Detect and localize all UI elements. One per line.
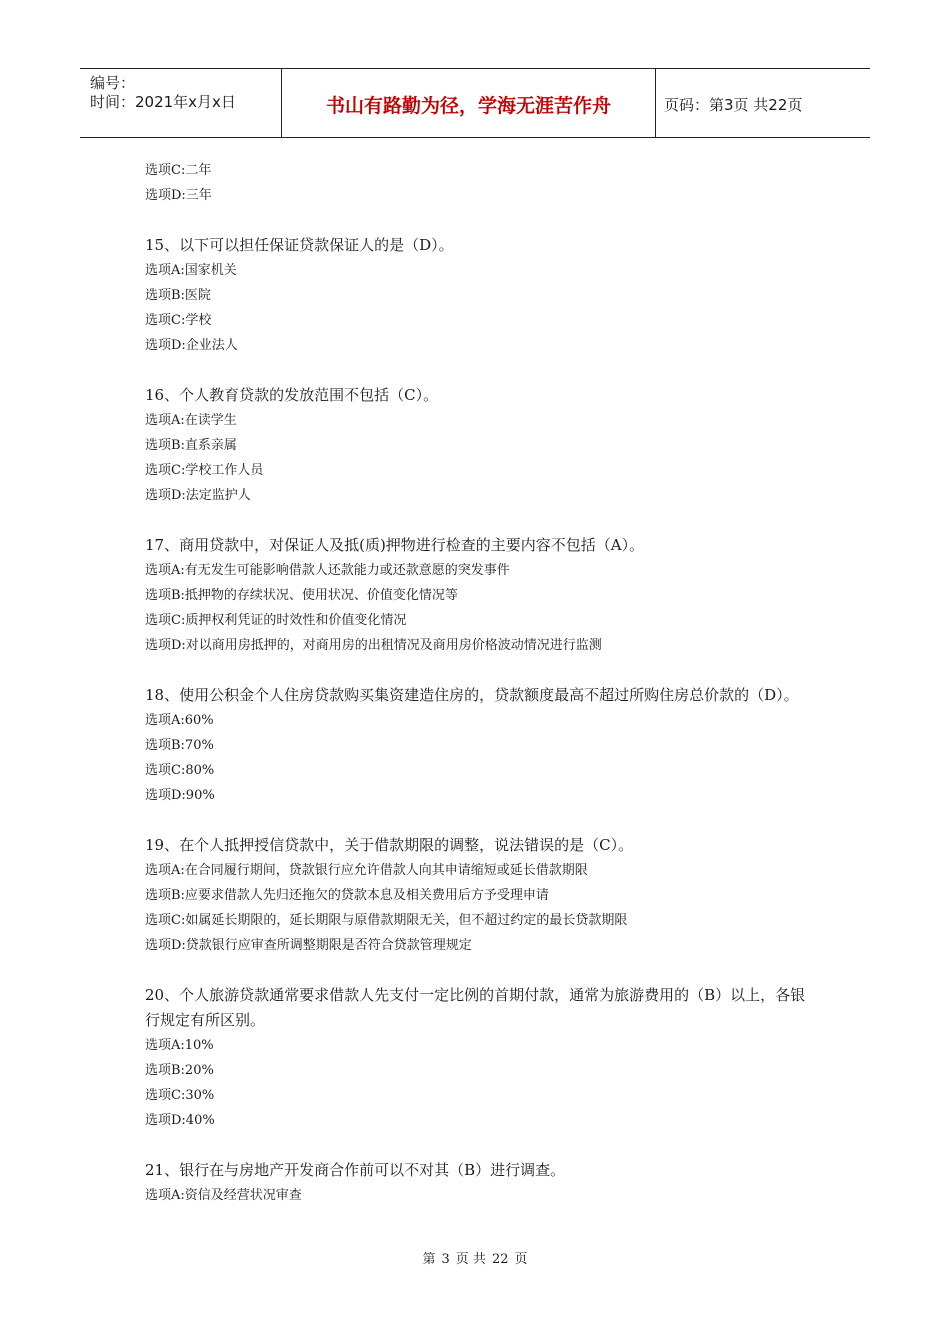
option-text: 选项D:贷款银行应审查所调整期限是否符合贷款管理规定 [145,938,472,953]
page-label: 页码：第3页 共22页 [664,96,803,114]
footer-total-pages: 22 [491,1252,509,1267]
question-text: 16、个人教育贷款的发放范围不包括（C）。 [145,386,439,404]
number-label: 编号： [90,74,136,92]
option-text: 选项A:10% [145,1038,214,1053]
option-text: 选项B:应要求借款人先归还拖欠的贷款本息及相关费用后方予受理申请 [145,888,549,903]
question-text: 19、在个人抵押授信贷款中，关于借款期限的调整，说法错误的是（C）。 [145,836,634,854]
motto: 书山有路勤为径，学海无涯苦作舟 [325,95,611,117]
option-text: 选项A:国家机关 [145,263,237,278]
header-page-cell [654,69,870,137]
option-text: 选项C:学校工作人员 [145,463,264,478]
option-text: 选项A:有无发生可能影响借款人还款能力或还款意愿的突发事件 [145,563,510,578]
option-text: 选项D:法定监护人 [145,488,251,503]
question-text: 18、使用公积金个人住房贷款购买集资建造住房的，贷款额度最高不超过所购住房总价款的（D）。 [145,686,799,704]
option-text: 选项B:直系亲属 [145,438,237,453]
question-text: 21、银行在与房地产开发商合作前可以不对其（B）进行调查。 [145,1161,566,1179]
option-text: 选项D:对以商用房抵押的，对商用房的出租情况及商用房价格波动情况进行监测 [145,638,602,653]
footer-mid: 页 共 [455,1252,486,1267]
option-text: 选项B:20% [145,1063,214,1078]
question-list [145,158,815,1208]
option-text: 选项B:医院 [145,288,211,303]
option-text: 选项B:70% [145,738,214,753]
question-text: 20、个人旅游贷款通常要求借款人先支付一定比例的首期付款，通常为旅游费用的（B）以上，各银行规定有所区别。 [145,986,806,1029]
option-text: 选项C:如属延长期限的，延长期限与原借款期限无关，但不超过约定的最长贷款期限 [145,913,628,928]
question-text: 15、以下可以担任保证贷款保证人的是（D）。 [145,236,454,254]
option-text: 选项C:学校 [145,313,212,328]
time-label: 时间：2021年x月x日 [90,93,236,111]
header-info-cell [80,69,281,137]
option-text: 选项A:在读学生 [145,413,237,428]
footer-current-page: 3 [441,1252,450,1267]
option-text: 选项D:三年 [145,188,212,203]
option-text: 选项C:二年 [145,163,212,178]
footer-prefix: 第 [422,1252,436,1267]
option-text: 选项A:60% [145,713,214,728]
footer-suffix: 页 [514,1252,528,1267]
option-text: 选项D:90% [145,788,215,803]
option-text: 选项A:在合同履行期间，贷款银行应允许借款人向其申请缩短或延长借款期限 [145,863,588,878]
option-text: 选项D:40% [145,1113,215,1128]
option-text: 选项A:资信及经营状况审查 [145,1188,302,1203]
option-text: 选项C:30% [145,1088,215,1103]
option-text: 选项D:企业法人 [145,338,238,353]
page-header [80,68,870,138]
page-footer [0,1248,950,1267]
question-text: 17、商用贷款中，对保证人及抵(质)押物进行检查的主要内容不包括（A）。 [145,536,645,554]
option-text: 选项C:质押权利凭证的时效性和价值变化情况 [145,613,407,628]
header-motto-cell [281,69,656,137]
option-text: 选项C:80% [145,763,215,778]
option-text: 选项B:抵押物的存续状况、使用状况、价值变化情况等 [145,588,458,603]
